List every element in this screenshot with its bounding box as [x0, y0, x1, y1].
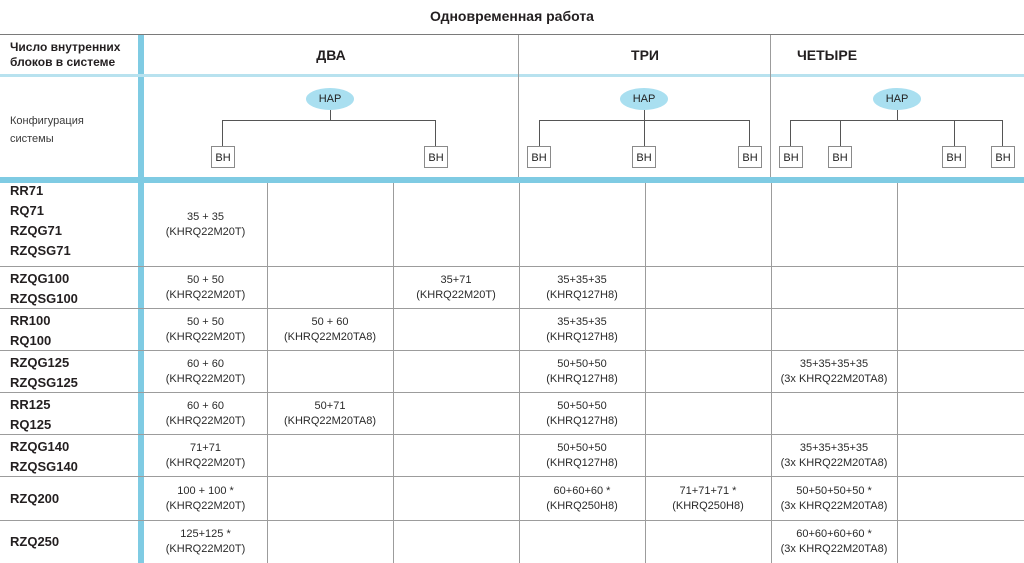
table-title: Одновременная работа [430, 8, 594, 24]
combination-capacity: 50+50+50 [557, 442, 607, 454]
column-separator [897, 183, 898, 563]
system-config-label-line2: системы [10, 133, 54, 145]
indoor-unit-box: ВН [424, 146, 448, 168]
system-config-label [10, 112, 84, 148]
combination-capacity: 35 + 35 [186, 211, 224, 223]
tree-drop [539, 120, 540, 146]
row-separator [0, 308, 1024, 309]
combination-cell [771, 441, 897, 471]
model-name: RZQ250 [10, 534, 60, 549]
indoor-unit-box: ВН [527, 146, 551, 168]
model-name: RZQG100 [10, 271, 70, 286]
combination-kit: (3x KHRQ22M20TA8) [780, 543, 888, 555]
combination-kit: (KHRQ22M20T) [165, 331, 246, 343]
row-separator [0, 392, 1024, 393]
combination-kit: (KHRQ127H8) [546, 289, 618, 301]
combination-capacity: 50+50+50 [557, 358, 607, 370]
combination-cell [519, 315, 645, 345]
model-name: RQ100 [10, 333, 52, 348]
indoor-count-label-line2: блоков в системе [10, 55, 116, 69]
combination-capacity: 50+50+50+50 * [796, 485, 872, 497]
model-name: RZQG71 [10, 223, 63, 238]
indoor-unit-box: ВН [211, 146, 235, 168]
model-name: RR71 [10, 183, 44, 198]
row-separator [0, 350, 1024, 351]
tree-drop [435, 120, 436, 146]
combination-cell [519, 399, 645, 429]
header-sep-three-four [770, 35, 771, 177]
group-two-header: ДВА [316, 47, 346, 63]
combination-capacity: 50+71 [314, 400, 346, 412]
combination-capacity: 35+35+35 [557, 316, 607, 328]
combination-capacity: 35+35+35+35 [799, 358, 869, 370]
combination-capacity: 50 + 60 [311, 316, 349, 328]
combination-cell [144, 210, 267, 240]
combination-cell [519, 357, 645, 387]
combination-kit: (KHRQ22M20T) [165, 543, 246, 555]
combination-kit: (KHRQ22M20T) [165, 415, 246, 427]
combination-capacity: 50 + 50 [186, 274, 224, 286]
combination-kit: (3x KHRQ22M20TA8) [780, 457, 888, 469]
combination-capacity: 35+35+35+35 [799, 442, 869, 454]
title-divider [0, 34, 1024, 35]
combination-cell [144, 399, 267, 429]
model-name: RR100 [10, 313, 51, 328]
tree-stem-three [644, 110, 645, 120]
combination-kit: (3x KHRQ22M20TA8) [780, 500, 888, 512]
tree-drop [644, 120, 645, 146]
tree-drop [954, 120, 955, 146]
combination-cell [144, 441, 267, 471]
combination-kit: (KHRQ22M20T) [165, 373, 246, 385]
tree-drop [749, 120, 750, 146]
combination-cell [144, 357, 267, 387]
group-four-header: ЧЕТЫРЕ [796, 47, 858, 63]
combination-kit: (KHRQ127H8) [546, 373, 618, 385]
tree-bar-two [222, 120, 436, 121]
combination-capacity: 35+35+35 [557, 274, 607, 286]
tree-stem-four [897, 110, 898, 120]
combination-capacity: 60 + 60 [186, 400, 224, 412]
outdoor-unit-three: НАР [620, 88, 668, 110]
combination-cell [144, 527, 267, 557]
combination-cell [393, 273, 519, 303]
accent-horizontal-bar [0, 177, 1024, 183]
row-separator [0, 476, 1024, 477]
tree-drop [1002, 120, 1003, 146]
combination-cell [267, 399, 393, 429]
combination-kit: (KHRQ22M20TA8) [283, 331, 377, 343]
column-separator [393, 183, 394, 563]
tree-bar-four [790, 120, 1003, 121]
model-name: RQ125 [10, 417, 52, 432]
combination-capacity: 71+71 [190, 442, 221, 454]
model-name: RQ71 [10, 203, 44, 218]
combination-cell [519, 441, 645, 471]
combination-capacity: 100 + 100 * [177, 485, 234, 497]
combination-cell [645, 484, 771, 514]
combination-capacity: 60+60+60+60 * [796, 528, 872, 540]
header-sep-two-three [518, 35, 519, 177]
tree-drop [840, 120, 841, 146]
combination-kit: (KHRQ250H8) [546, 500, 618, 512]
model-name: RZQG125 [10, 355, 70, 370]
combination-cell [771, 357, 897, 387]
combination-cell [267, 315, 393, 345]
outdoor-unit-four: НАР [873, 88, 921, 110]
column-separator [267, 183, 268, 563]
combination-capacity: 50 + 50 [186, 316, 224, 328]
model-name: RZQ200 [10, 491, 60, 506]
model-name: RZQSG100 [10, 291, 78, 306]
model-name: RZQSG71 [10, 243, 71, 258]
combination-capacity: 50+50+50 [557, 400, 607, 412]
combination-kit: (KHRQ22M20T) [165, 457, 246, 469]
group-three-header: ТРИ [631, 47, 659, 63]
combination-kit: (3x KHRQ22M20TA8) [780, 373, 888, 385]
indoor-unit-box: ВН [738, 146, 762, 168]
indoor-count-label-line1: Число внутренних [10, 40, 121, 54]
indoor-unit-box: ВН [632, 146, 656, 168]
combination-kit: (KHRQ22M20T) [165, 500, 246, 512]
combination-capacity: 71+71+71 * [679, 485, 737, 497]
tree-drop [790, 120, 791, 146]
model-name: RZQG140 [10, 439, 70, 454]
combination-cell [771, 484, 897, 514]
combination-kit: (KHRQ127H8) [546, 415, 618, 427]
combination-capacity: 35+71 [440, 274, 472, 286]
model-name: RZQSG125 [10, 375, 78, 390]
combination-cell [519, 273, 645, 303]
indoor-unit-box: ВН [779, 146, 803, 168]
header-subdivider [0, 74, 1024, 77]
row-separator [0, 520, 1024, 521]
combination-cell [144, 484, 267, 514]
row-separator [0, 266, 1024, 267]
combination-cell [519, 484, 645, 514]
combination-cell [144, 315, 267, 345]
tree-drop [222, 120, 223, 146]
indoor-unit-box: ВН [991, 146, 1015, 168]
combination-kit: (KHRQ22M20TA8) [283, 415, 377, 427]
system-config-label-line1: Конфигурация [10, 115, 84, 127]
combination-cell [771, 527, 897, 557]
combination-kit: (KHRQ250H8) [672, 500, 744, 512]
combination-kit: (KHRQ22M20T) [165, 289, 246, 301]
combination-kit: (KHRQ127H8) [546, 457, 618, 469]
indoor-count-label [0, 40, 140, 70]
combination-capacity: 60 + 60 [186, 358, 224, 370]
combination-kit: (KHRQ22M20T) [165, 226, 246, 238]
combination-cell [144, 273, 267, 303]
tree-stem-two [330, 110, 331, 120]
model-name: RZQSG140 [10, 459, 78, 474]
indoor-unit-box: ВН [828, 146, 852, 168]
indoor-unit-box: ВН [942, 146, 966, 168]
combination-capacity: 60+60+60 * [553, 485, 611, 497]
outdoor-unit-two: НАР [306, 88, 354, 110]
combination-kit: (KHRQ127H8) [546, 331, 618, 343]
model-name: RR125 [10, 397, 51, 412]
combination-capacity: 125+125 * [180, 528, 231, 540]
row-separator [0, 434, 1024, 435]
combination-kit: (KHRQ22M20T) [416, 289, 496, 301]
